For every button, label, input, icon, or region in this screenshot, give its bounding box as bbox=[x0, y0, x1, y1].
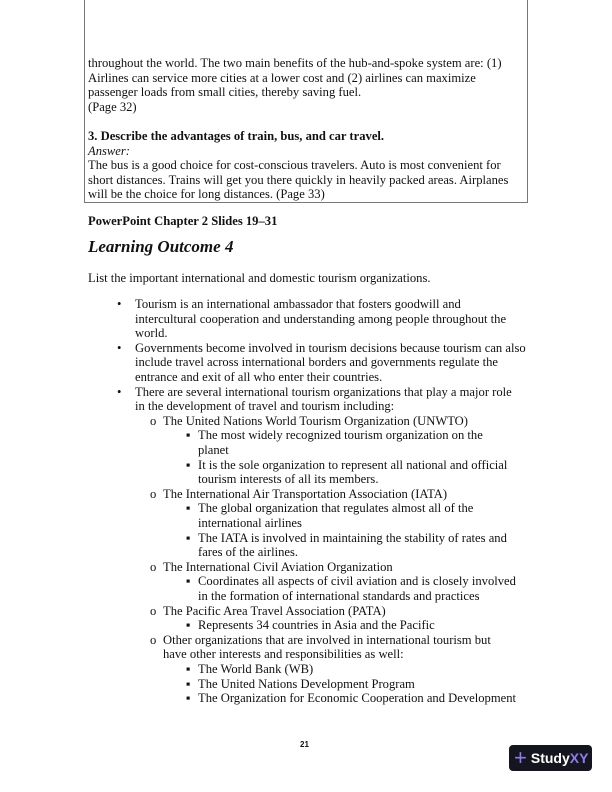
list-item-line: Governments become involved in tourism decisions because tourism can also bbox=[135, 340, 526, 355]
list-item-line: The most widely recognized tourism organization on the bbox=[198, 428, 483, 443]
plus-icon: + bbox=[514, 745, 527, 770]
bullet-icon: • bbox=[117, 384, 122, 399]
list-item-line: include travel across international borders and governments regulate the bbox=[135, 355, 498, 370]
square-bullet-icon: ▪ bbox=[186, 457, 191, 472]
bullet-icon: • bbox=[117, 340, 122, 355]
list-item-line: have other interests and responsibilities as well: bbox=[163, 647, 404, 662]
list-item-line: Other organizations that are involved in international tourism but bbox=[163, 632, 491, 647]
list-item-line: The International Civil Aviation Organization bbox=[163, 559, 393, 574]
list-item-line: in the development of travel and tourism including: bbox=[135, 399, 395, 414]
box-text-line: (Page 32) bbox=[88, 99, 137, 114]
square-bullet-icon: ▪ bbox=[186, 574, 191, 589]
answer-text-line: short distances. Trains will get you there quickly in heavily packed areas. Airplanes bbox=[88, 172, 509, 187]
intro-text: List the important international and domestic tourism organizations. bbox=[88, 271, 431, 285]
slides-heading: PowerPoint Chapter 2 Slides 19–31 bbox=[88, 214, 278, 228]
square-bullet-icon: ▪ bbox=[186, 428, 191, 443]
logo-text-study: Study bbox=[530, 750, 570, 766]
list-item-line: tourism interests of all its members. bbox=[198, 472, 379, 487]
list-item-line: Coordinates all aspects of civil aviation and is closely involved bbox=[198, 574, 516, 589]
circle-bullet-icon: o bbox=[150, 486, 157, 501]
list-item-line: The United Nations Development Program bbox=[198, 676, 415, 691]
square-bullet-icon: ▪ bbox=[186, 691, 191, 706]
studyxy-logo bbox=[509, 745, 592, 771]
square-bullet-icon: ▪ bbox=[186, 530, 191, 545]
list-item-line: There are several international tourism organizations that play a major role bbox=[135, 384, 512, 399]
bullet-icon: • bbox=[117, 297, 122, 311]
logo-text-xy: XY bbox=[569, 750, 589, 766]
circle-bullet-icon: o bbox=[150, 632, 157, 647]
box-text-line: passenger loads from small cities, thereby saving fuel. bbox=[88, 85, 362, 100]
list-item-line: The Pacific Area Travel Association (PATA) bbox=[163, 603, 386, 618]
list-item-line: Represents 34 countries in Asia and the Pacific bbox=[198, 618, 435, 633]
square-bullet-icon: ▪ bbox=[186, 662, 191, 676]
square-bullet-icon: ▪ bbox=[186, 501, 191, 516]
list-item-line: The International Air Transportation Association (IATA) bbox=[163, 486, 448, 501]
list-item-line: entrance and exit of all who enter their countries. bbox=[135, 370, 383, 384]
answer-text-line: will be the choice for long distances. (Page 33) bbox=[88, 187, 325, 202]
list-item-line: The World Bank (WB) bbox=[198, 662, 314, 676]
list-item-line: intercultural cooperation and understanding among people throughout the bbox=[135, 311, 507, 326]
list-item-line: It is the sole organization to represent all national and official bbox=[198, 457, 508, 472]
list-item-line: The United Nations World Tourism Organization (UNWTO) bbox=[163, 413, 468, 428]
list-item-line: fares of the airlines. bbox=[198, 545, 299, 560]
list-item-line: planet bbox=[198, 443, 229, 457]
circle-bullet-icon: o bbox=[150, 559, 157, 574]
list-item-line: in the formation of international standards and practices bbox=[198, 589, 480, 603]
list-item-line: The global organization that regulates almost all of the bbox=[198, 501, 474, 516]
square-bullet-icon: ▪ bbox=[186, 618, 191, 633]
page-number: 21 bbox=[300, 740, 309, 749]
list-item-line: international airlines bbox=[198, 516, 302, 530]
answer-text-line: The bus is a good choice for cost-conscious travelers. Auto is most convenient for bbox=[88, 158, 501, 173]
question-heading: 3. Describe the advantages of train, bus, and car travel. bbox=[88, 129, 385, 143]
box-text-line: throughout the world. The two main benefits of the hub-and-spoke system are: (1) bbox=[88, 56, 502, 70]
circle-bullet-icon: o bbox=[150, 413, 157, 428]
learning-outcome-heading: Learning Outcome 4 bbox=[88, 237, 234, 256]
square-bullet-icon: ▪ bbox=[186, 676, 191, 691]
circle-bullet-icon: o bbox=[150, 603, 157, 618]
list-item-line: The IATA is involved in maintaining the stability of rates and bbox=[198, 530, 507, 545]
answer-label: Answer: bbox=[88, 143, 130, 158]
box-text-line: Airlines can service more cities at a lower cost and (2) airlines can maximize bbox=[88, 70, 476, 85]
list-item-line: The Organization for Economic Cooperation and Development bbox=[198, 691, 517, 706]
list-item-line: world. bbox=[135, 326, 168, 341]
list-item-line: Tourism is an international ambassador that fosters goodwill and bbox=[135, 297, 461, 311]
